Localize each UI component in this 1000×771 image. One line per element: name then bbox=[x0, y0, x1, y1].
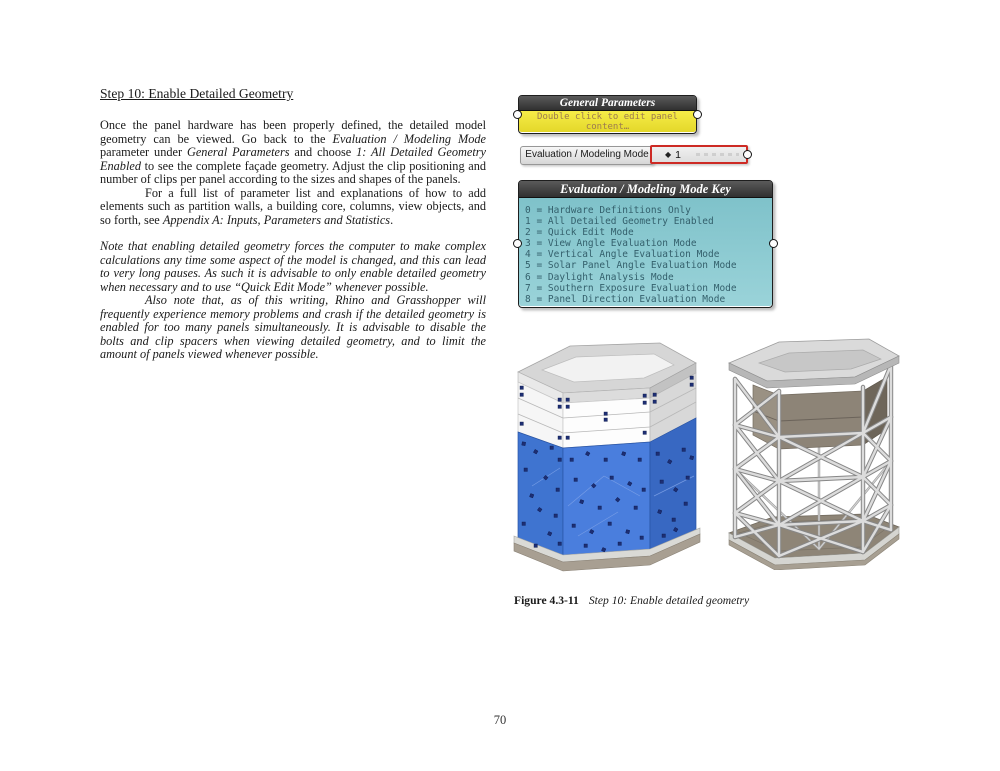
mode-key-entry: 2 = Quick Edit Mode bbox=[525, 227, 634, 239]
figure-caption bbox=[514, 594, 749, 607]
mode-key-panel-title: Evaluation / Modeling Mode Key bbox=[519, 181, 772, 198]
mode-key-entry: 6 = Daylight Analysis Mode bbox=[525, 271, 674, 283]
general-parameters-panel bbox=[518, 95, 697, 134]
panel-output-connector bbox=[693, 110, 702, 119]
page-number: 70 bbox=[493, 713, 507, 727]
panel-input-connector bbox=[513, 239, 522, 248]
mode-key-list bbox=[519, 198, 772, 306]
paragraph: Note that enabling detailed geometry forces the computer to make complex calculations any time some aspect of the model is changed, and this can lead to very long pauses. As such it is advisable to only enable detailed geometry when necessary and to use “Quick Edit Mode” whenever possible. bbox=[100, 239, 486, 294]
mode-key-entry: 4 = Vertical Angle Evaluation Mode bbox=[525, 249, 720, 261]
paragraph: For a full list of parameter list and explanations of how to add elements such as partition walls, a building core, columns, view objects, and so forth, see Appendix A: Inputs, Parameters and Statistics. bbox=[100, 185, 486, 227]
slider-diamond-icon: ◆ bbox=[665, 150, 672, 159]
panel-edit-hint: Double click to edit panel content… bbox=[519, 111, 696, 132]
mode-key-panel bbox=[518, 180, 773, 308]
mode-key-entry: 7 = Southern Exposure Evaluation Mode bbox=[525, 282, 737, 294]
mode-key-entry: 3 = View Angle Evaluation Mode bbox=[525, 238, 697, 250]
facade-detailed-render bbox=[508, 336, 704, 572]
mode-slider-label: Evaluation / Modeling Mode bbox=[520, 146, 654, 165]
body-paragraphs bbox=[100, 119, 486, 362]
slider-output-connector bbox=[743, 150, 752, 159]
step-heading: Step 10: Enable Detailed Geometry bbox=[100, 86, 294, 101]
body-text-column bbox=[100, 86, 486, 362]
mode-slider-value: 1 bbox=[675, 149, 681, 161]
panel-output-connector bbox=[769, 239, 778, 248]
mode-key-entry: 5 = Solar Panel Angle Evaluation Mode bbox=[525, 260, 737, 272]
mode-slider-track bbox=[650, 145, 748, 164]
general-parameters-panel-title: General Parameters bbox=[519, 96, 696, 111]
mode-key-entry: 1 = All Detailed Geometry Enabled bbox=[525, 216, 714, 228]
figure-caption-text: Step 10: Enable detailed geometry bbox=[588, 594, 750, 607]
figure-label: Figure 4.3-11 bbox=[514, 594, 579, 607]
mode-key-entry: 0 = Hardware Definitions Only bbox=[525, 205, 691, 216]
mode-slider-grip bbox=[665, 147, 746, 163]
paragraph: Also note that, as of this writing, Rhino and Grasshopper will frequently experience memory problems and crash if the detailed geometry is enabled for too many panels simultaneously. It is advisable to disable the bolts and clip spacers when viewing detailed geometry, and to limit the amount of panels viewed whenever possible. bbox=[100, 293, 486, 361]
mode-key-entry: 8 = Panel Direction Evaluation Mode bbox=[525, 293, 726, 305]
paragraph: Once the panel hardware has been properly defined, the detailed model geometry can be viewed. Go back to the Evaluation / Modeling Mode parameter under General Parameters and choose 1: All Detailed Geometry Enabled to see the complete façade geometry. Adjust the clip positioning and number of clips per panel according to the sizes and shapes of the panels. bbox=[100, 118, 487, 186]
facade-structure-render bbox=[723, 337, 907, 570]
panel-input-connector bbox=[513, 110, 522, 119]
